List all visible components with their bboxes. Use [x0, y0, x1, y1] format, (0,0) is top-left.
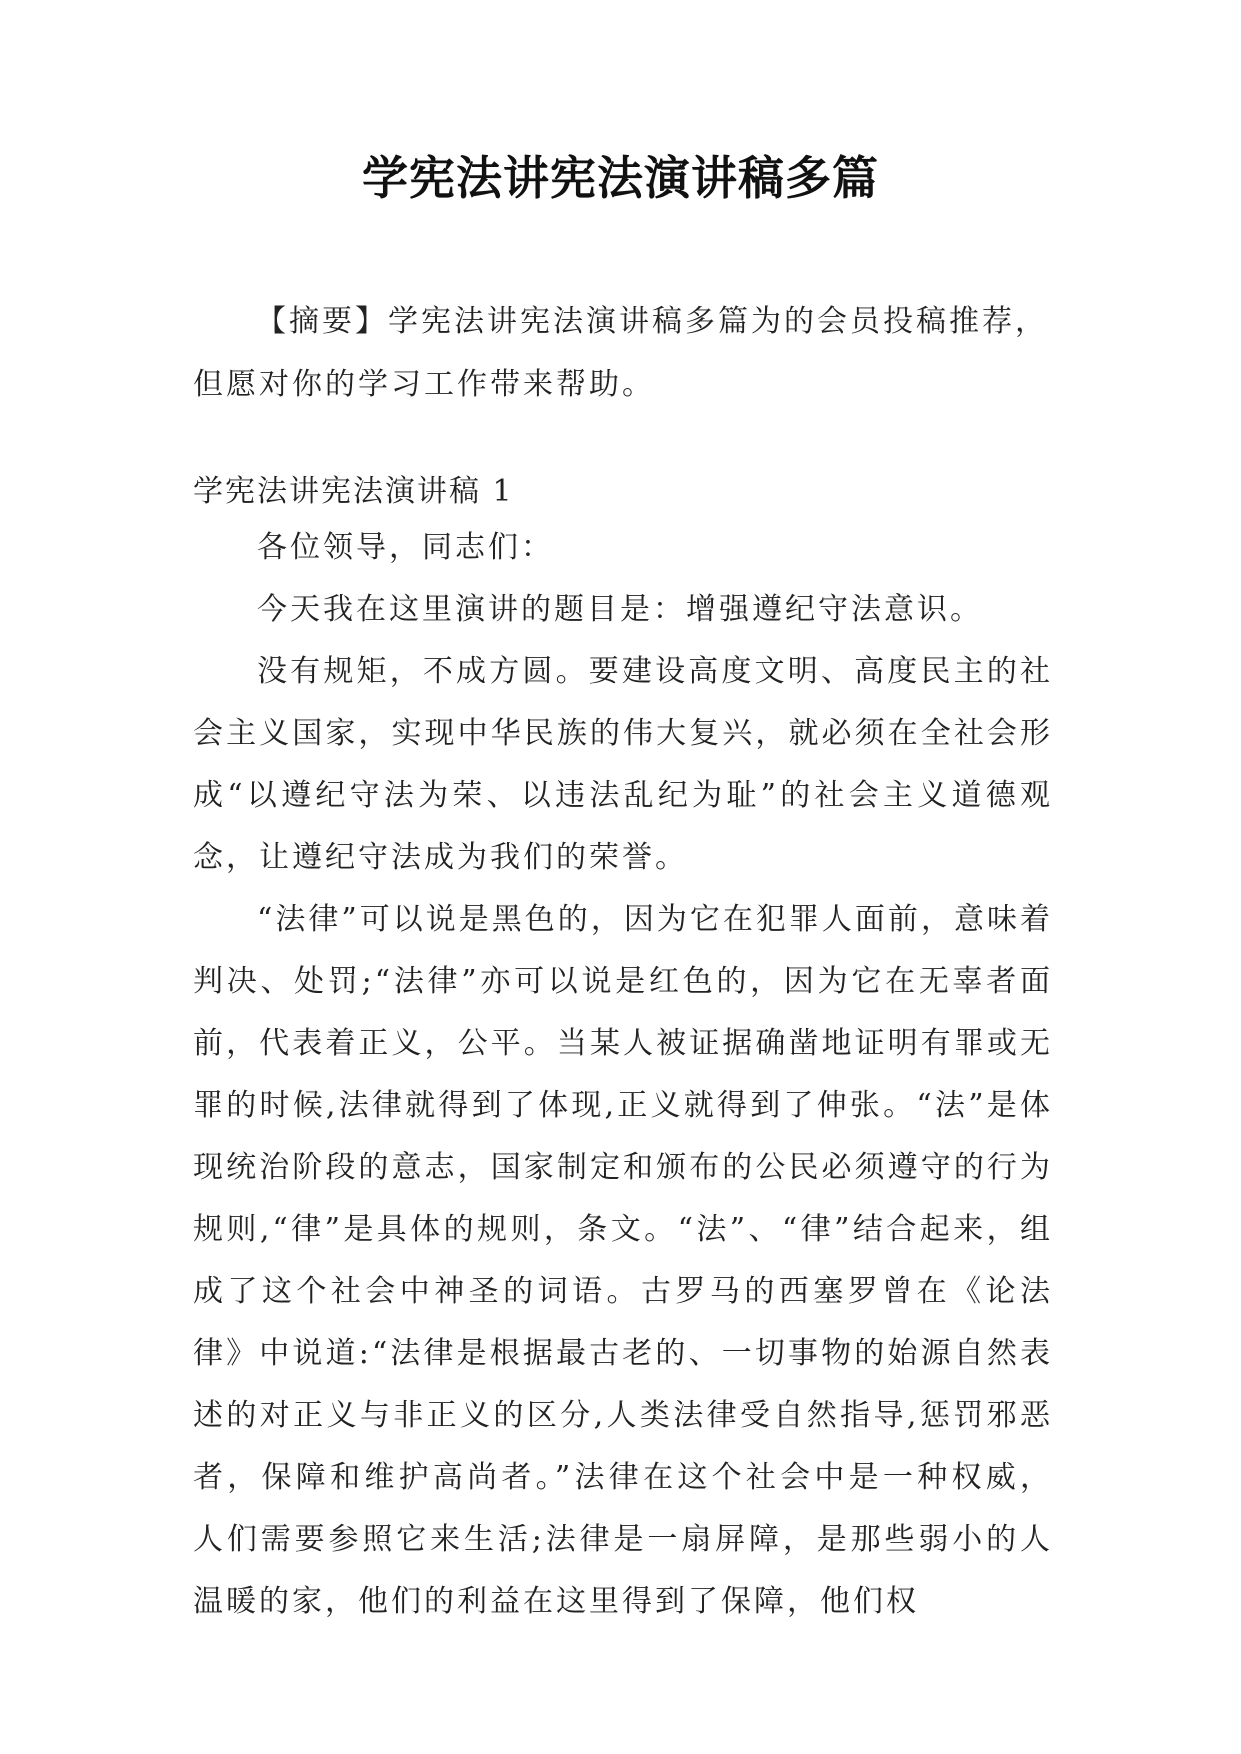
paragraph-greeting: 各位领导，同志们： [257, 530, 554, 565]
paragraph-law: “法律”可以说是黑色的，因为它在犯罪人面前，意味着判决、处罚;“法律”亦可以说是红色的，因为它在无辜者面前，代表着正义，公平。当某人被证据确凿地证明有罪或无罪的时候,法律就得到了体现,正义就得到了伸张。“法”是体现统治阶段的意志，国家制定和颁布的公民必须遵守的行为规则,“律”是具体的规则，条文。“法”、“律”结合起来，组成了这个社会中神圣的词语。古罗马的西塞罗曾在《论法律》中说道:“法律是根据最古老的、一切事物的始源自然表述的对正义与非正义的区分,人类法律受自然指导,惩罚邪恶者，保障和维护高尚者。”法律在这个社会中是一种权威，人们需要参照它来生活;法律是一扇屏障，是那些弱小的人温暖的家，他们的利益在这里得到了保障，他们权 [193, 902, 1053, 1619]
speech-body [193, 517, 1053, 1633]
document-title: 学宪法讲宪法演讲稿多篇 [362, 151, 879, 205]
paragraph-rules: 没有规矩，不成方圆。要建设高度文明、高度民主的社会主义国家，实现中华民族的伟大复兴，就必须在全社会形成“以遵纪守法为荣、以违法乱纪为耻”的社会主义道德观念，让遵纪守法成为我们的荣誉。 [193, 654, 1053, 875]
section-heading: 学宪法讲宪法演讲稿 1 [193, 474, 514, 509]
abstract-paragraph: 【摘要】学宪法讲宪法演讲稿多篇为的会员投稿推荐，但愿对你的学习工作带来帮助。 [193, 304, 1048, 402]
paragraph-topic: 今天我在这里演讲的题目是：增强遵纪守法意识。 [257, 592, 983, 627]
